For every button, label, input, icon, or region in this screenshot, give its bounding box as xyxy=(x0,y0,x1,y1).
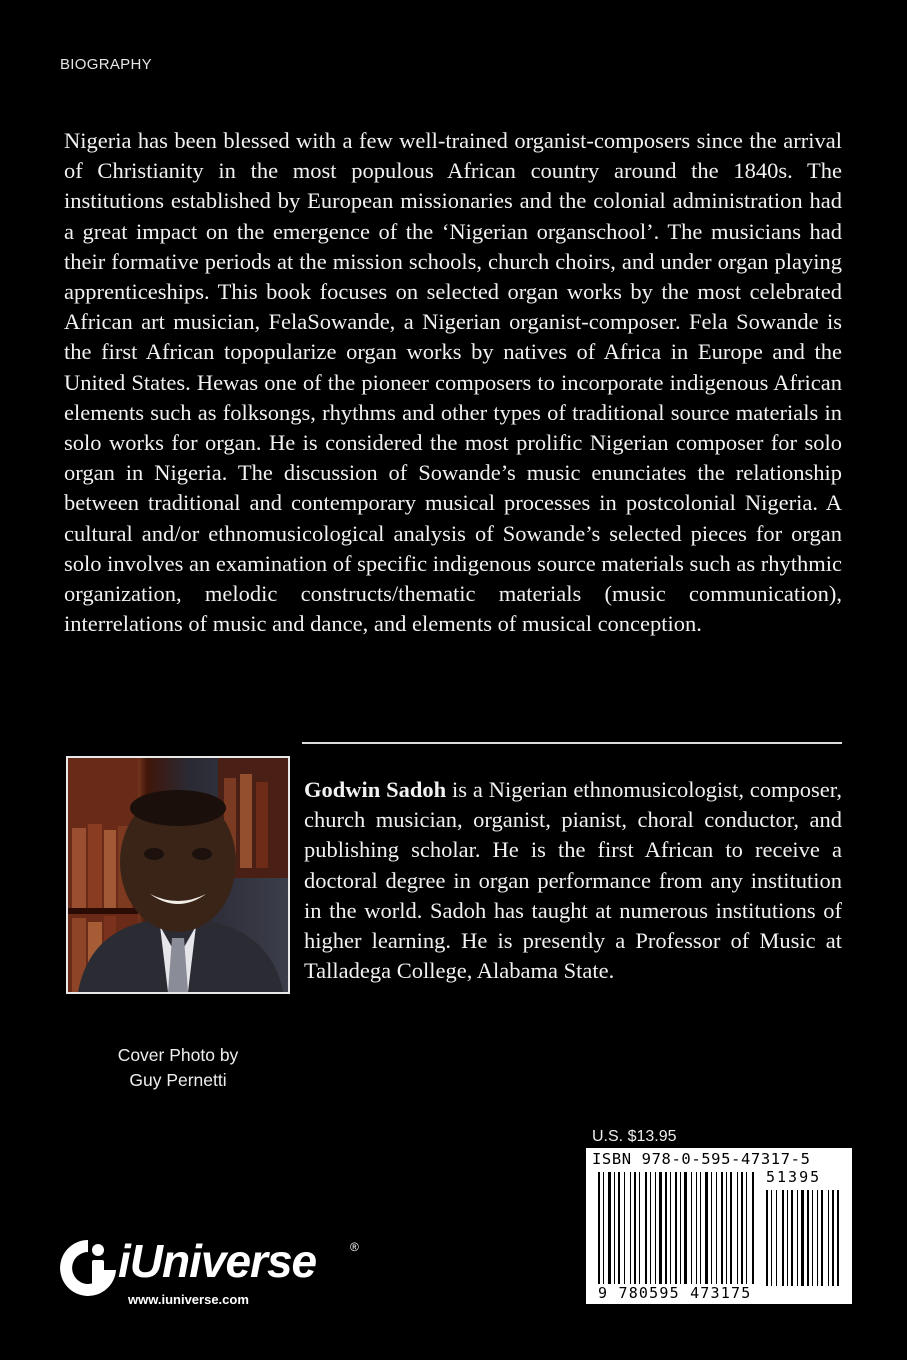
photo-credit xyxy=(66,1043,290,1093)
isbn-label: ISBN 978-0-595-47317-5 xyxy=(592,1150,811,1168)
photo-credit-line2: Guy Pernetti xyxy=(129,1070,227,1090)
category-label: BIOGRAPHY xyxy=(60,56,152,73)
price-label: U.S. $13.95 xyxy=(592,1128,677,1145)
publisher-logo xyxy=(56,1236,376,1310)
back-cover-blurb: Nigeria has been blessed with a few well-trained organist-composers since the arrival of Christianity in the most populous African country around the 1840s. The institutions established by European missionaries and the colonial administration had a great impact on the emergence of the ‘Nigerian organschool’. The musicians had their formative periods at the mission schools, church choirs, and under organ playing apprenticeships. This book focuses on selected organ works by the most celebrated African art musician, FelaSowande, a Nigerian organist-composer. Fela Sowande is the first African topopularize organ works by natives of Africa in Europe and the United States. Hewas one of the pioneer composers to incorporate indigenous African elements such as folksongs, rhythms and other types of traditional source materials in solo works for organ. He is considered the most prolific Nigerian composer for solo organ in Nigeria. The discussion of Sowande’s music enunciates the relationship between traditional and contemporary musical processes in postcolonial Nigeria. A cultural and/or ethnomusicological analysis of Sowande’s selected pieces for organ solo involves an examination of specific indigenous source materials such as rhythmic organization, melodic constructs/thematic materials (music communication), interrelations of music and dance, and elements of musical conception. xyxy=(64,128,842,637)
barcode-digits: 9 780595 473175 xyxy=(598,1284,752,1302)
author-name: Godwin Sadoh xyxy=(304,777,447,802)
author-bio-text: is a Nigerian ethnomusicologist, composer, church musician, organist, pianist, choral conductor, and publishing scholar. He is the first African to receive a doctoral degree in organ performance from any institution in the world. Sadoh has taught at numerous institutions of higher learning. He is presently a Professor of Music at Talladega College, Alabama State. xyxy=(304,777,842,984)
divider-rule xyxy=(302,742,842,744)
barcode-addon: 51395 xyxy=(766,1168,822,1186)
author-photo xyxy=(66,756,290,994)
registered-mark: ® xyxy=(350,1240,359,1254)
publisher-name: iUniverse xyxy=(118,1235,317,1287)
isbn-barcode xyxy=(586,1148,852,1304)
photo-credit-line1: Cover Photo by xyxy=(117,1045,239,1065)
publisher-url: www.iuniverse.com xyxy=(128,1292,249,1307)
author-bio xyxy=(304,775,842,986)
iuniverse-swirl-icon xyxy=(56,1236,120,1298)
